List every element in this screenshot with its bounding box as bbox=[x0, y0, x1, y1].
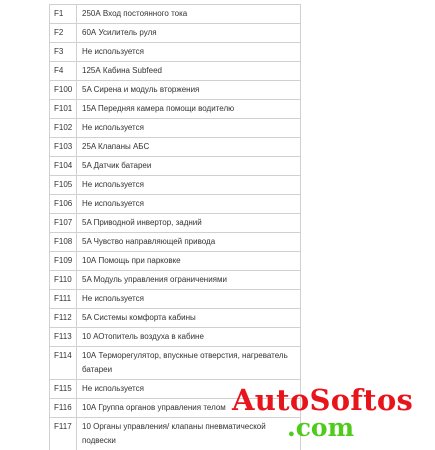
fuse-description-cell: 10А Группа органов управления телом bbox=[77, 399, 301, 418]
fuse-description-cell: 5A Системы комфорта кабины bbox=[77, 309, 301, 328]
table-row bbox=[50, 5, 301, 24]
table-row bbox=[50, 233, 301, 252]
watermark-name: AutoSoftos bbox=[232, 383, 414, 417]
fuse-code-cell: F116 bbox=[50, 399, 77, 418]
watermark-domain: .com bbox=[287, 413, 355, 442]
table-row bbox=[50, 328, 301, 347]
table-row bbox=[50, 252, 301, 271]
fuse-code-cell: F110 bbox=[50, 271, 77, 290]
fuse-code-cell: F115 bbox=[50, 380, 77, 399]
fuse-code-cell: F3 bbox=[50, 43, 77, 62]
table-row bbox=[50, 418, 301, 450]
table-row bbox=[50, 138, 301, 157]
fuse-code-cell: F114 bbox=[50, 347, 77, 380]
fuse-code-cell: F1 bbox=[50, 5, 77, 24]
fuse-description-cell: Не используется bbox=[77, 380, 301, 399]
fuse-code-cell: F108 bbox=[50, 233, 77, 252]
fuse-code-cell: F107 bbox=[50, 214, 77, 233]
fuse-description-cell: 10 АОтопитель воздуха в кабине bbox=[77, 328, 301, 347]
fuse-code-cell: F102 bbox=[50, 119, 77, 138]
fuse-description-cell: Не используется bbox=[77, 195, 301, 214]
fuse-table-body bbox=[50, 5, 301, 450]
fuse-description-cell: Не используется bbox=[77, 176, 301, 195]
fuse-code-cell: F113 bbox=[50, 328, 77, 347]
fuse-description-cell: 5A Модуль управления ограничениями bbox=[77, 271, 301, 290]
table-row bbox=[50, 380, 301, 399]
table-row bbox=[50, 399, 301, 418]
table-row bbox=[50, 43, 301, 62]
fuse-code-cell: F105 bbox=[50, 176, 77, 195]
fuse-code-cell: F104 bbox=[50, 157, 77, 176]
fuse-code-cell: F111 bbox=[50, 290, 77, 309]
fuse-table bbox=[49, 4, 301, 450]
table-row bbox=[50, 157, 301, 176]
table-row bbox=[50, 119, 301, 138]
fuse-description-cell: 5A Приводной инвертор, задний bbox=[77, 214, 301, 233]
fuse-description-cell: 60А Усилитель руля bbox=[77, 24, 301, 43]
fuse-code-cell: F106 bbox=[50, 195, 77, 214]
table-row bbox=[50, 271, 301, 290]
table-row bbox=[50, 176, 301, 195]
fuse-description-cell: Не используется bbox=[77, 119, 301, 138]
fuse-description-cell: 5A Чувство направляющей привода bbox=[77, 233, 301, 252]
fuse-code-cell: F112 bbox=[50, 309, 77, 328]
fuse-description-cell: 5A Датчик батареи bbox=[77, 157, 301, 176]
fuse-description-cell: 10А Помощь при парковке bbox=[77, 252, 301, 271]
table-row bbox=[50, 195, 301, 214]
fuse-code-cell: F101 bbox=[50, 100, 77, 119]
fuse-description-cell: 10А Терморегулятор, впускные отверстия, нагреватель батареи bbox=[77, 347, 301, 380]
fuse-description-cell: 250А Вход постоянного тока bbox=[77, 5, 301, 24]
fuse-description-cell: 125А Кабина Subfeed bbox=[77, 62, 301, 81]
table-row bbox=[50, 81, 301, 100]
fuse-code-cell: F103 bbox=[50, 138, 77, 157]
table-row bbox=[50, 214, 301, 233]
table-row bbox=[50, 62, 301, 81]
fuse-description-cell: 5A Сирена и модуль вторжения bbox=[77, 81, 301, 100]
fuse-description-cell: 25A Клапаны АБС bbox=[77, 138, 301, 157]
table-row bbox=[50, 100, 301, 119]
table-row bbox=[50, 347, 301, 380]
table-row bbox=[50, 24, 301, 43]
fuse-description-cell: Не используется bbox=[77, 290, 301, 309]
fuse-description-cell: 15A Передняя камера помощи водителю bbox=[77, 100, 301, 119]
fuse-code-cell: F109 bbox=[50, 252, 77, 271]
fuse-description-cell: 10 Органы управления/ клапаны пневматической подвески bbox=[77, 418, 301, 450]
fuse-code-cell: F100 bbox=[50, 81, 77, 100]
table-row bbox=[50, 309, 301, 328]
table-row bbox=[50, 290, 301, 309]
fuse-description-cell: Не используется bbox=[77, 43, 301, 62]
fuse-code-cell: F2 bbox=[50, 24, 77, 43]
fuse-code-cell: F4 bbox=[50, 62, 77, 81]
fuse-code-cell: F117 bbox=[50, 418, 77, 450]
